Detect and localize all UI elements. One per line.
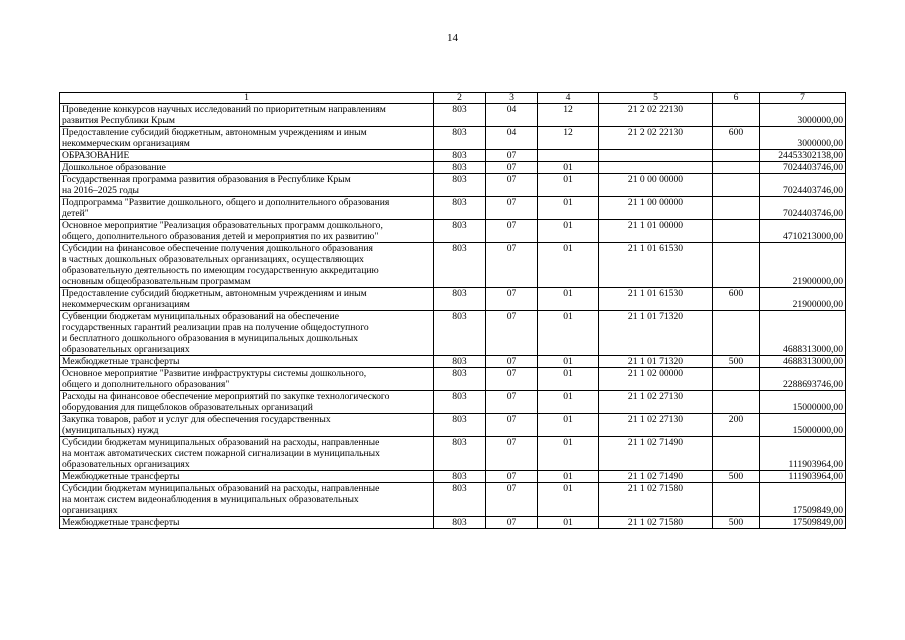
table-row <box>60 517 846 529</box>
subsection-code: 01 <box>538 437 599 471</box>
row-name: Закупка товаров, работ и услуг для обеспечения государственных (муниципальных) нужд <box>60 414 434 437</box>
target-article-code: 21 1 02 27130 <box>599 414 713 437</box>
table-row <box>60 483 846 517</box>
subsection-code: 01 <box>538 162 599 174</box>
grbs-code: 803 <box>434 162 486 174</box>
column-header: 5 <box>599 93 713 104</box>
expense-type-code <box>713 197 760 220</box>
column-header: 4 <box>538 93 599 104</box>
target-article-code: 21 1 01 71320 <box>599 311 713 356</box>
grbs-code: 803 <box>434 368 486 391</box>
grbs-code: 803 <box>434 174 486 197</box>
grbs-code: 803 <box>434 197 486 220</box>
subsection-code: 01 <box>538 391 599 414</box>
amount: 15000000,00 <box>760 391 846 414</box>
expense-type-code <box>713 311 760 356</box>
target-article-code: 21 1 02 71580 <box>599 517 713 529</box>
section-code: 07 <box>486 288 538 311</box>
section-code: 07 <box>486 356 538 368</box>
amount: 17509849,00 <box>760 483 846 517</box>
table-row <box>60 437 846 471</box>
grbs-code: 803 <box>434 356 486 368</box>
row-name: Расходы на финансовое обеспечение мероприятий по закупке технологического оборудования для пищеблоков образовательных организаций <box>60 391 434 414</box>
table-row <box>60 356 846 368</box>
subsection-code: 01 <box>538 483 599 517</box>
table-row <box>60 391 846 414</box>
row-name: Основное мероприятие "Развитие инфраструктуры системы дошкольного, общего и дополнительного образования" <box>60 368 434 391</box>
expense-type-code <box>713 104 760 127</box>
target-article-code: 21 0 00 00000 <box>599 174 713 197</box>
subsection-code: 01 <box>538 517 599 529</box>
section-code: 07 <box>486 150 538 162</box>
grbs-code: 803 <box>434 311 486 356</box>
amount: 111903964,00 <box>760 437 846 471</box>
budget-table <box>59 92 846 529</box>
section-code: 07 <box>486 220 538 243</box>
amount: 7024403746,00 <box>760 174 846 197</box>
subsection-code <box>538 150 599 162</box>
row-name: Субсидии бюджетам муниципальных образований на расходы, направленные на монтаж автоматических систем пожарной сигнализации в муниципальных образовательных организациях <box>60 437 434 471</box>
table-row <box>60 220 846 243</box>
expense-type-code: 500 <box>713 517 760 529</box>
table-row <box>60 104 846 127</box>
table-row <box>60 150 846 162</box>
target-article-code: 21 1 02 27130 <box>599 391 713 414</box>
grbs-code: 803 <box>434 288 486 311</box>
expense-type-code: 600 <box>713 127 760 150</box>
grbs-code: 803 <box>434 414 486 437</box>
section-code: 07 <box>486 174 538 197</box>
expense-type-code <box>713 174 760 197</box>
expense-type-code <box>713 162 760 174</box>
subsection-code: 01 <box>538 197 599 220</box>
grbs-code: 803 <box>434 437 486 471</box>
row-name: Субсидии бюджетам муниципальных образований на расходы, направленные на монтаж систем видеонаблюдения в муниципальных образовательных организациях <box>60 483 434 517</box>
row-name: Межбюджетные трансферты <box>60 356 434 368</box>
amount: 2288693746,00 <box>760 368 846 391</box>
target-article-code: 21 2 02 22130 <box>599 127 713 150</box>
expense-type-code: 500 <box>713 471 760 483</box>
grbs-code: 803 <box>434 243 486 288</box>
subsection-code: 01 <box>538 220 599 243</box>
grbs-code: 803 <box>434 483 486 517</box>
amount: 21900000,00 <box>760 243 846 288</box>
section-code: 07 <box>486 391 538 414</box>
section-code: 04 <box>486 104 538 127</box>
page-number: 14 <box>447 32 458 44</box>
row-name: Предоставление субсидий бюджетным, автономным учреждениям и иным некоммерческим организациям <box>60 127 434 150</box>
amount: 15000000,00 <box>760 414 846 437</box>
amount: 24453302138,00 <box>760 150 846 162</box>
column-header: 1 <box>60 93 434 104</box>
subsection-code: 01 <box>538 414 599 437</box>
section-code: 07 <box>486 471 538 483</box>
target-article-code: 21 1 01 71320 <box>599 356 713 368</box>
expense-type-code <box>713 437 760 471</box>
row-name: Предоставление субсидий бюджетным, автономным учреждениям и иным некоммерческим организациям <box>60 288 434 311</box>
header-row <box>60 93 846 104</box>
target-article-code: 21 1 02 71490 <box>599 471 713 483</box>
expense-type-code: 600 <box>713 288 760 311</box>
subsection-code: 01 <box>538 471 599 483</box>
grbs-code: 803 <box>434 391 486 414</box>
row-name: Субсидии на финансовое обеспечение получения дошкольного образования в частных дошкольных образовательных организациях, осуществляющих образовательную деятельность по имеющим государственную аккредитацию основным общеобразовательным программам <box>60 243 434 288</box>
grbs-code: 803 <box>434 104 486 127</box>
expense-type-code <box>713 150 760 162</box>
subsection-code: 01 <box>538 174 599 197</box>
target-article-code: 21 1 01 61530 <box>599 243 713 288</box>
section-code: 07 <box>486 437 538 471</box>
column-header: 7 <box>760 93 846 104</box>
grbs-code: 803 <box>434 220 486 243</box>
amount: 7024403746,00 <box>760 162 846 174</box>
table-row <box>60 174 846 197</box>
expense-type-code <box>713 220 760 243</box>
subsection-code: 01 <box>538 288 599 311</box>
subsection-code: 12 <box>538 127 599 150</box>
target-article-code: 21 1 01 00000 <box>599 220 713 243</box>
grbs-code: 803 <box>434 471 486 483</box>
amount: 3000000,00 <box>760 104 846 127</box>
section-code: 07 <box>486 483 538 517</box>
expense-type-code <box>713 483 760 517</box>
target-article-code <box>599 150 713 162</box>
table-row <box>60 414 846 437</box>
table-row <box>60 243 846 288</box>
amount: 111903964,00 <box>760 471 846 483</box>
target-article-code: 21 1 02 71490 <box>599 437 713 471</box>
table-row <box>60 162 846 174</box>
section-code: 07 <box>486 517 538 529</box>
row-name: Подпрограмма "Развитие дошкольного, общего и дополнительного образования детей" <box>60 197 434 220</box>
table-row <box>60 311 846 356</box>
grbs-code: 803 <box>434 127 486 150</box>
column-header: 2 <box>434 93 486 104</box>
column-header: 6 <box>713 93 760 104</box>
section-code: 04 <box>486 127 538 150</box>
table-row <box>60 471 846 483</box>
amount: 4688313000,00 <box>760 356 846 368</box>
amount: 4710213000,00 <box>760 220 846 243</box>
row-name: Межбюджетные трансферты <box>60 517 434 529</box>
row-name: Межбюджетные трансферты <box>60 471 434 483</box>
row-name: Государственная программа развития образования в Республике Крым на 2016–2025 годы <box>60 174 434 197</box>
row-name: Проведение конкурсов научных исследований по приоритетным направлениям развития Республики Крым <box>60 104 434 127</box>
subsection-code: 01 <box>538 368 599 391</box>
expense-type-code <box>713 391 760 414</box>
subsection-code: 01 <box>538 311 599 356</box>
section-code: 07 <box>486 414 538 437</box>
table-row <box>60 197 846 220</box>
section-code: 07 <box>486 311 538 356</box>
section-code: 07 <box>486 197 538 220</box>
table-row <box>60 288 846 311</box>
expense-type-code: 200 <box>713 414 760 437</box>
amount: 21900000,00 <box>760 288 846 311</box>
target-article-code <box>599 162 713 174</box>
target-article-code: 21 1 00 00000 <box>599 197 713 220</box>
grbs-code: 803 <box>434 150 486 162</box>
row-name: Субвенции бюджетам муниципальных образований на обеспечение государственных гарантий реализации прав на получение общедоступного и бесплатного дошкольного образования в муниципальных дошкольных образовательных организациях <box>60 311 434 356</box>
subsection-code: 01 <box>538 243 599 288</box>
section-code: 07 <box>486 243 538 288</box>
amount: 4688313000,00 <box>760 311 846 356</box>
row-name: Дошкольное образование <box>60 162 434 174</box>
section-code: 07 <box>486 368 538 391</box>
target-article-code: 21 1 01 61530 <box>599 288 713 311</box>
table-row <box>60 127 846 150</box>
expense-type-code: 500 <box>713 356 760 368</box>
section-code: 07 <box>486 162 538 174</box>
target-article-code: 21 2 02 22130 <box>599 104 713 127</box>
target-article-code: 21 1 02 00000 <box>599 368 713 391</box>
amount: 7024403746,00 <box>760 197 846 220</box>
subsection-code: 01 <box>538 356 599 368</box>
amount: 17509849,00 <box>760 517 846 529</box>
table-row <box>60 368 846 391</box>
target-article-code: 21 1 02 71580 <box>599 483 713 517</box>
column-header: 3 <box>486 93 538 104</box>
row-name: ОБРАЗОВАНИЕ <box>60 150 434 162</box>
expense-type-code <box>713 368 760 391</box>
grbs-code: 803 <box>434 517 486 529</box>
row-name: Основное мероприятие "Реализация образовательных программ дошкольного, общего, дополнительного образования детей и мероприятия по их развитию" <box>60 220 434 243</box>
subsection-code: 12 <box>538 104 599 127</box>
amount: 3000000,00 <box>760 127 846 150</box>
expense-type-code <box>713 243 760 288</box>
